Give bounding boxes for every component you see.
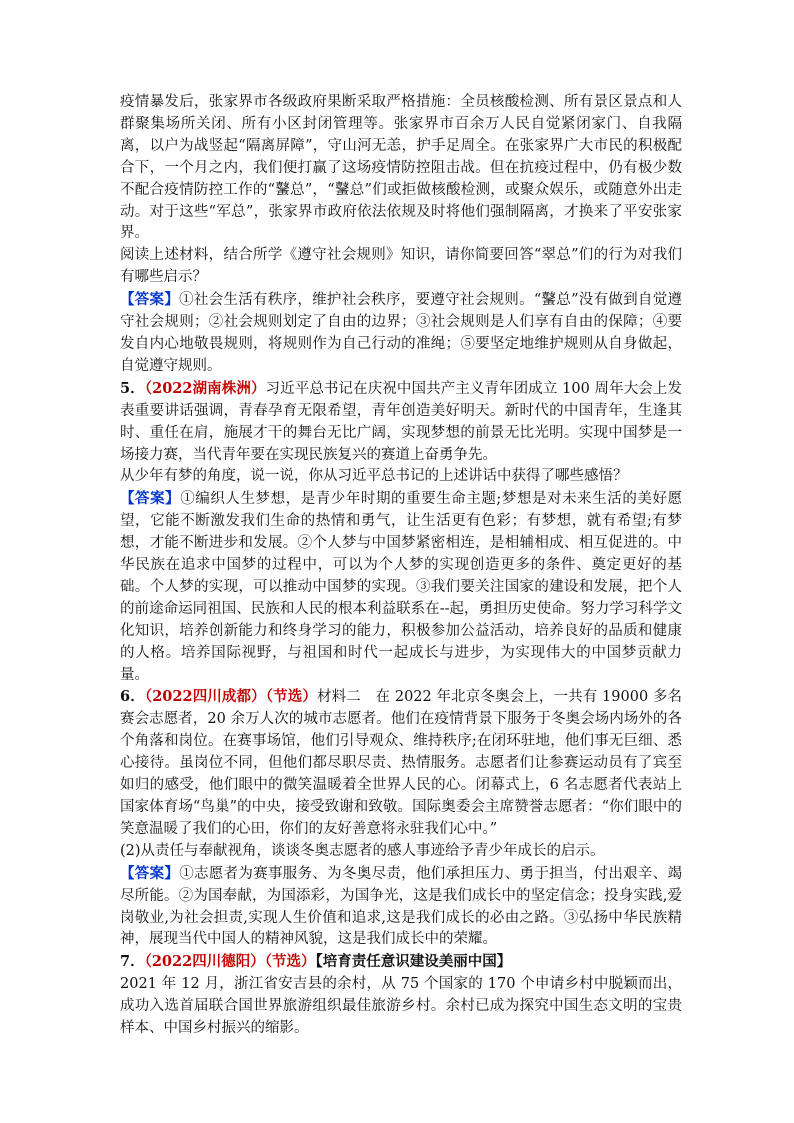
question-number: 5． [120,379,145,397]
question-number: 6． [120,688,145,706]
q4-answer [120,289,682,378]
question-source: （2022湖南株洲） [144,379,266,397]
answer-text: ①编织人生梦想，是青少年时期的重要生命主题;梦想是对未来生活的美好愿望，它能不断激发我们生命的热情和勇气，让生活更有色彩；有梦想，就有希望;有梦想，才能不断进步和发展。②个人梦与中国梦紧密相连，是相辅相成、相互促进的。中华民族在追求中国梦的过程中，可以为个人梦的实现创造更多的条件、奠定更好的基础。个人梦的实现，可以推动中国梦的实现。③我们要关注国家的建设和发展，把个人的前途命运同祖国、民族和人民的根本利益联系在--起，勇担历史使命。努力学习科学文化知识，培养创新能力和终身学习的能力，积极参加公益活动，培养良好的品质和健康的人格。培养国际视野，与祖国和时代一起成长与进步，为实现伟大的中国梦贡献力量。 [120,491,682,683]
section-title: 【培育责任意识建设美丽中国】 [315,953,512,971]
q5-material [120,378,682,467]
q4-material: 疫情暴发后，张家界市各级政府果断采取严格措施：全员核酸检测、所有景区景点和人群聚集场所关闭、所有小区封闭管理等。张家界市百余万人民自觉紧闭家门、自我隔离，以户为战竖起“隔离屏障”，守山河无恙，护手足周全。在张家界广大市民的积极配合下，一个月之内，我们便打赢了这场疫情防控阻击战。但在抗疫过程中，仍有极少数不配合疫情防控工作的“鼜总”，“鼜总”们或拒做核酸检测，或聚众娱乐，或随意外出走动。对于这些“军总”，张家界市政府依法依规及时将他们强制隔离，才换来了平安张家界。 [120,94,682,242]
q5-answer [120,488,682,686]
answer-text: ①志愿者为赛事服务、为冬奥尽责，他们承担压力、勇于担当，付出艰辛、竭尽所能。②为国奉献，为国添彩，为国争光，这是我们成长中的坚定信念；投身实践,爱岗敬业,为社会担责,实现人生价值和追求,这是我们成长的必由之路。③弘扬中华民族精神，展现当代中国人的精神风貌，这是我们成长中的荣耀。 [120,865,683,948]
question-source: （2022四川成都） [144,688,266,706]
q4-question: 阅读上述材料，结合所学《遵守社会规则》知识，请你简要回答“翠总”们的行为对我们有哪些启示？ [120,247,682,286]
answer-label: 【答案】 [120,864,180,882]
material-text: 材料二 在 2022 年北京冬奥会上，一共有 19000 多名赛会志愿者，20 余万人次的城市志愿者。他们在疫情背景下服务于冬奥会场内场外的各个角落和岗位。在赛事场馆，他们引导观众、维持秩序;在闭环驻地，他们事无巨细、悉心接待。虽岗位不同，但他们都尽职尽责、热情服务。志愿者们让参赛运动员有了宾至如归的感受，他们眼中的微笑温暖着全世界人民的心。闭幕式上，6 名志愿者代表站上国家体育场“鸟巢”的中央，接受致谢和致敬。国际奥委会主席赞誉志愿者：“你们眼中的笑意温暖了我们的心田，你们的友好善意将永驻我们心中。” [120,689,683,837]
document-page [120,92,682,1040]
q6-material [120,686,682,840]
material-text: 习近平总书记在庆祝中国共产主义青年团成立 100 周年大会上发表重要讲话强调，青春孕育无限希望，青年创造美好明天。新时代的中国青年，生逢其时、重任在肩，施展才干的舞台无比广阔，实现梦想的前景无比光明。实现中国梦是一场接力赛，当代青年要在实现民族复兴的赛道上奋勇争先。 [120,380,682,463]
answer-label: 【答案】 [120,490,181,508]
question-tag: （节选） [264,953,316,971]
q7-header [120,951,682,974]
question-number: 7． [120,953,145,971]
question-tag: （节选） [265,688,318,706]
question-source: （2022四川德阳） [144,953,265,971]
q7-material: 2021 年 12 月，浙江省安吉县的余村，从 75 个国家的 170 个申请乡村中脱颖而出，成功入选首届联合国世界旅游组织最佳旅游乡村。余村已成为探究中国生态文明的宝贵样本、中国乡村振兴的缩影。 [120,976,682,1037]
q6-answer [120,863,682,952]
q6-question: (2)从责任与奉献视角，谈谈冬奥志愿者的感人事迹给予青少年成长的启示。 [120,842,605,859]
answer-label: 【答案】 [120,291,180,309]
q5-question: 从少年有梦的角度，说一说，你从习近平总书记的上述讲话中获得了哪些感悟？ [120,468,628,485]
answer-text: ①社会生活有秩序，维护社会秩序，要遵守社会规则。“鼜总”没有做到自觉遵守社会规则；②社会规则划定了自由的边界；③社会规则是人们享有自由的保障；④要发自内心地敬畏规则，将规则作为自己行动的准绳；⑤要坚定地维护规则从自身做起，自觉遵守规则。 [120,292,682,374]
